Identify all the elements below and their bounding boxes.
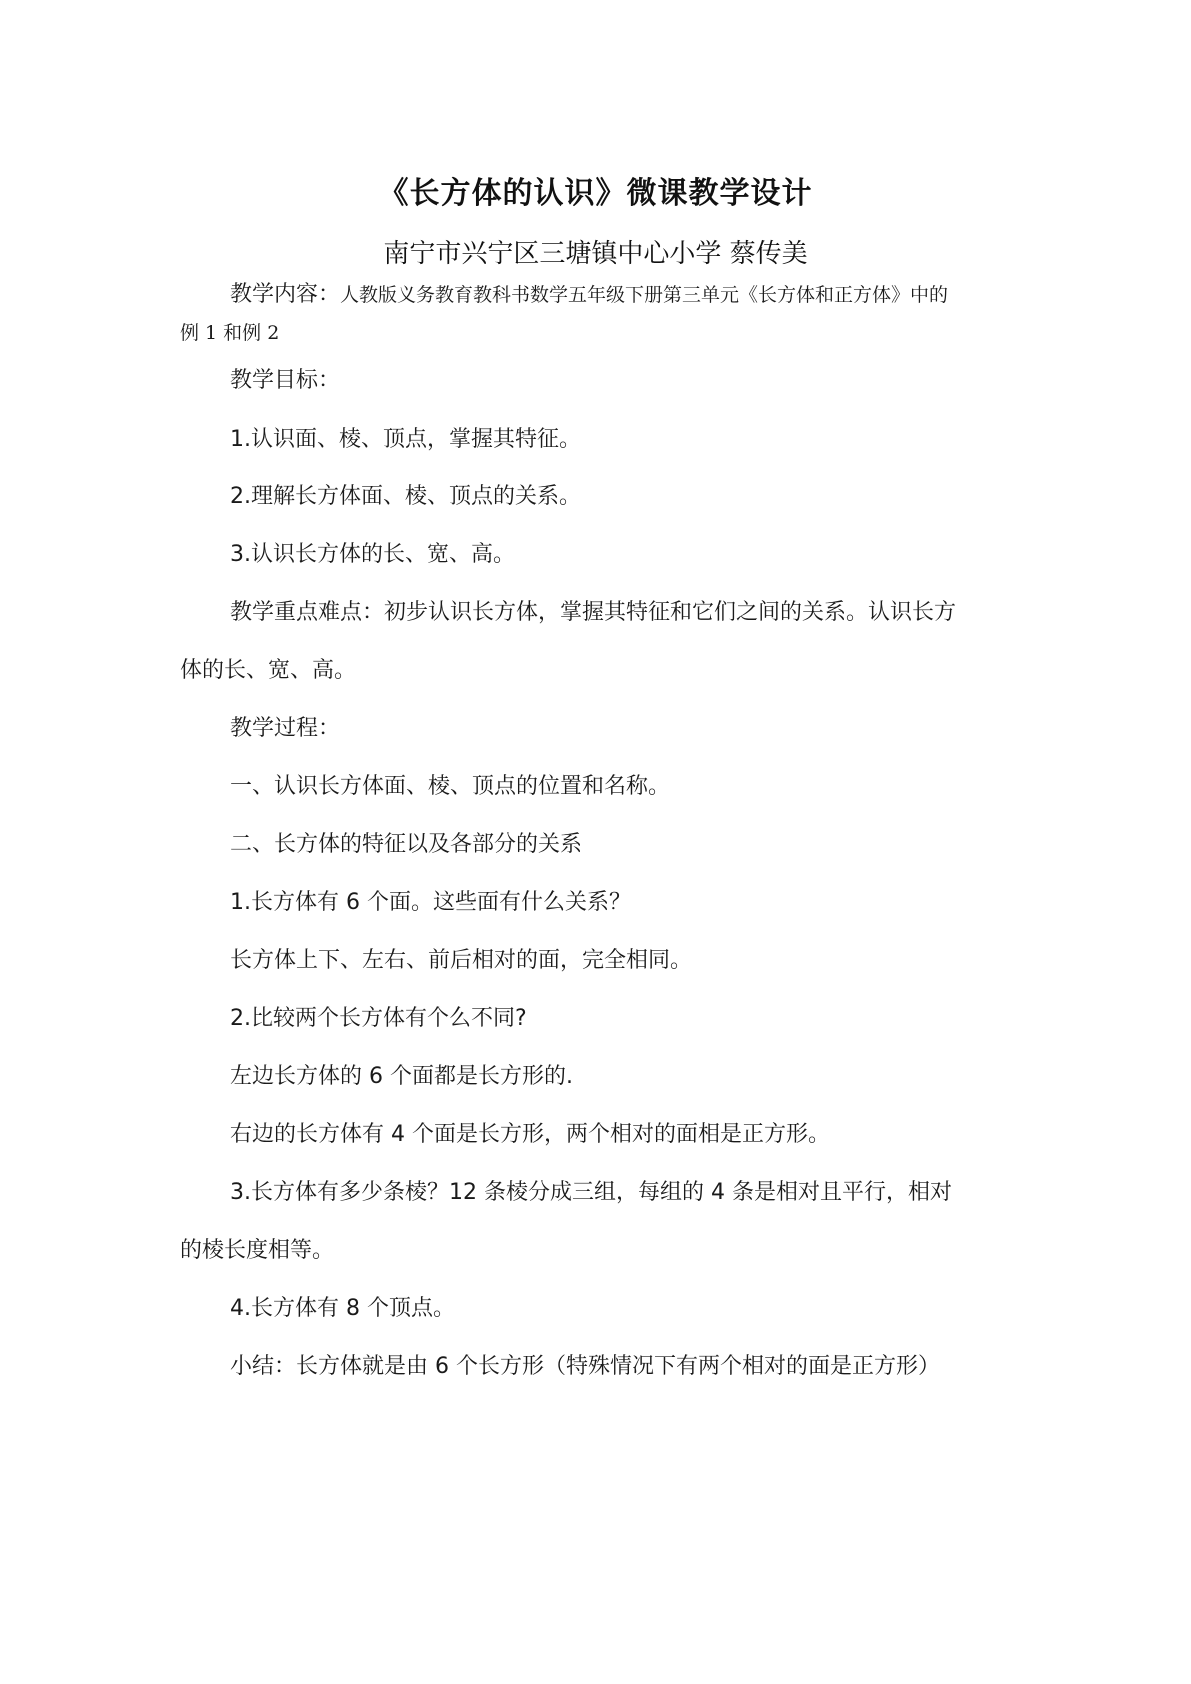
point-2-answer-2: 右边的长方体有 4 个面是长方形，两个相对的面相是正方形。	[230, 1122, 830, 1147]
point-3-line-1: 3.长方体有多少条棱？12 条棱分成三组，每组的 4 条是相对且平行，相对	[230, 1180, 952, 1205]
goal-2: 2.理解长方体面、棱、顶点的关系。	[230, 484, 581, 509]
content-text: 人教版义务教育教科书数学五年级下册第三单元《长方体和正方体》中的	[340, 284, 949, 306]
keypoints-line-1: 教学重点难点：初步认识长方体，掌握其特征和它们之间的关系。认识长方	[230, 600, 957, 625]
content-label: 教学内容：	[230, 282, 341, 307]
content-text-continued: 例 1 和例 2	[180, 322, 280, 344]
point-1: 1.长方体有 6 个面。这些面有什么关系？	[230, 890, 631, 915]
goals-label: 教学目标：	[230, 368, 341, 393]
section-2-heading: 二、长方体的特征以及各部分的关系	[230, 832, 583, 857]
summary: 小结：长方体就是由 6 个长方形（特殊情况下有两个相对的面是正方形）	[230, 1354, 940, 1379]
goal-1: 1.认识面、棱、顶点，掌握其特征。	[230, 427, 581, 452]
point-4: 4.长方体有 8 个顶点。	[230, 1296, 455, 1321]
point-1-answer: 长方体上下、左右、前后相对的面，完全相同。	[230, 948, 693, 973]
section-1-heading: 一、认识长方体面、棱、顶点的位置和名称。	[230, 774, 671, 799]
process-label: 教学过程：	[230, 716, 341, 741]
point-2: 2.比较两个长方体有个么不同?	[230, 1006, 527, 1031]
goal-3: 3.认识长方体的长、宽、高。	[230, 542, 515, 567]
author-line: 南宁市兴宁区三塘镇中心小学 蔡传美	[383, 239, 808, 269]
keypoints-line-2: 体的长、宽、高。	[180, 658, 357, 683]
point-2-answer-1: 左边长方体的 6 个面都是长方形的.	[230, 1064, 573, 1089]
content-line	[230, 284, 948, 306]
point-3-line-2: 的棱长度相等。	[180, 1238, 335, 1263]
document-title: 《长方体的认识》微课教学设计	[378, 176, 813, 211]
